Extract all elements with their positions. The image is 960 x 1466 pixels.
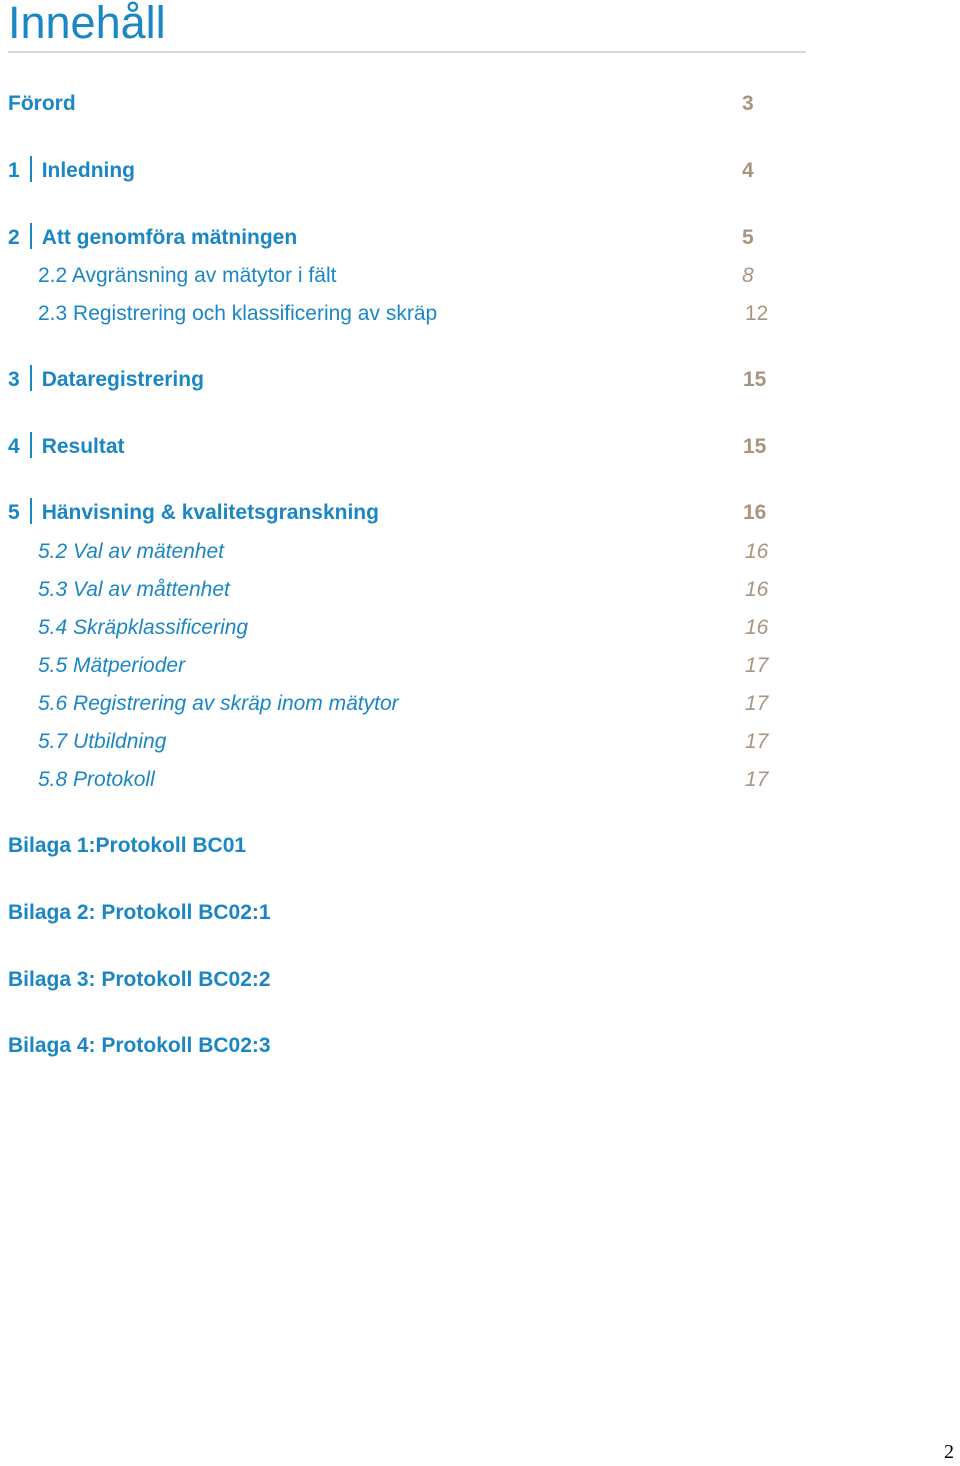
toc-entry-label: Bilaga 4: Protokoll BC02:3	[8, 1034, 271, 1057]
toc-entry-label: 2.2 Avgränsning av mätytor i fält	[38, 264, 337, 287]
chapter-number: 5	[8, 501, 20, 524]
toc-entry-chapter-4[interactable]	[0, 432, 960, 462]
toc-entry-label: 5.5 Mätperioder	[38, 654, 186, 677]
chapter-separator	[30, 156, 32, 182]
toc-entry-page: 16	[745, 616, 769, 639]
toc-entry-chapter-1[interactable]	[0, 156, 960, 186]
toc-entry-appendix-3[interactable]	[0, 965, 960, 995]
chapter-number: 1	[8, 159, 20, 182]
title-divider	[8, 51, 806, 53]
toc-entry-page: 12	[745, 302, 769, 325]
toc-entry-section-2-3[interactable]	[0, 299, 960, 329]
toc-entry-page: 16	[745, 578, 769, 601]
toc-entry-label: 5.3 Val av måttenhet	[38, 578, 230, 601]
toc-entry-page: 8	[742, 264, 754, 287]
toc-entry-section-5-7[interactable]	[0, 727, 960, 757]
toc-entry-page: 17	[745, 730, 769, 753]
toc-entry-section-5-8[interactable]	[0, 765, 960, 795]
toc-entry-chapter-5[interactable]	[0, 498, 960, 528]
page-title: Innehåll	[8, 0, 166, 48]
toc-entry-section-2-2[interactable]	[0, 261, 960, 291]
toc-entry-label: Bilaga 2: Protokoll BC02:1	[8, 901, 271, 924]
toc-entry-section-5-2[interactable]	[0, 537, 960, 567]
toc-entry-page: 16	[743, 501, 767, 524]
page-number: 2	[944, 1441, 954, 1463]
toc-entry-label: 5.7 Utbildning	[38, 730, 167, 753]
toc-entry-label: 2.3 Registrering och klassificering av skräp	[38, 302, 438, 325]
toc-entry-appendix-1[interactable]	[0, 831, 960, 861]
toc-entry-section-5-5[interactable]	[0, 651, 960, 681]
toc-entry-foreword[interactable]	[0, 89, 960, 119]
toc-entry-page: 15	[743, 368, 767, 391]
toc-entry-page: 16	[745, 540, 769, 563]
chapter-separator	[30, 432, 32, 458]
toc-entry-label: 5.6 Registrering av skräp inom mätytor	[38, 692, 399, 715]
toc-entry-label: Inledning	[41, 159, 136, 182]
chapter-separator	[30, 365, 32, 391]
toc-entry-label: 5.4 Skräpklassificering	[38, 616, 249, 639]
chapter-separator	[30, 223, 32, 249]
toc-entry-section-5-4[interactable]	[0, 613, 960, 643]
toc-entry-label: 5.8 Protokoll	[38, 768, 155, 791]
chapter-number: 4	[8, 435, 20, 458]
toc-entry-section-5-6[interactable]	[0, 689, 960, 719]
toc-entry-label: Hänvisning & kvalitetsgranskning	[41, 501, 379, 524]
toc-entry-label: Att genomföra mätningen	[41, 226, 298, 249]
toc-entry-page: 15	[743, 435, 767, 458]
toc-entry-appendix-2[interactable]	[0, 898, 960, 928]
toc-entry-chapter-2[interactable]	[0, 223, 960, 253]
chapter-separator	[30, 498, 32, 524]
toc-entry-chapter-3[interactable]	[0, 365, 960, 395]
toc-entry-label: Bilaga 3: Protokoll BC02:2	[8, 968, 271, 991]
toc-entry-section-5-3[interactable]	[0, 575, 960, 605]
toc-entry-label: Dataregistrering	[41, 368, 204, 391]
toc-entry-appendix-4[interactable]	[0, 1031, 960, 1061]
toc-entry-page: 5	[742, 226, 754, 249]
chapter-number: 3	[8, 368, 20, 391]
toc-entry-page: 3	[742, 92, 754, 115]
toc-entry-page: 4	[742, 159, 754, 182]
toc-entry-page: 17	[745, 654, 769, 677]
toc-entry-label: Bilaga 1:Protokoll BC01	[8, 834, 247, 857]
chapter-number: 2	[8, 226, 20, 249]
toc-entry-label: 5.2 Val av mätenhet	[38, 540, 225, 563]
toc-entry-page: 17	[745, 768, 769, 791]
toc-entry-label: Förord	[8, 92, 76, 115]
toc-entry-label: Resultat	[41, 435, 125, 458]
toc-entry-page: 17	[745, 692, 769, 715]
